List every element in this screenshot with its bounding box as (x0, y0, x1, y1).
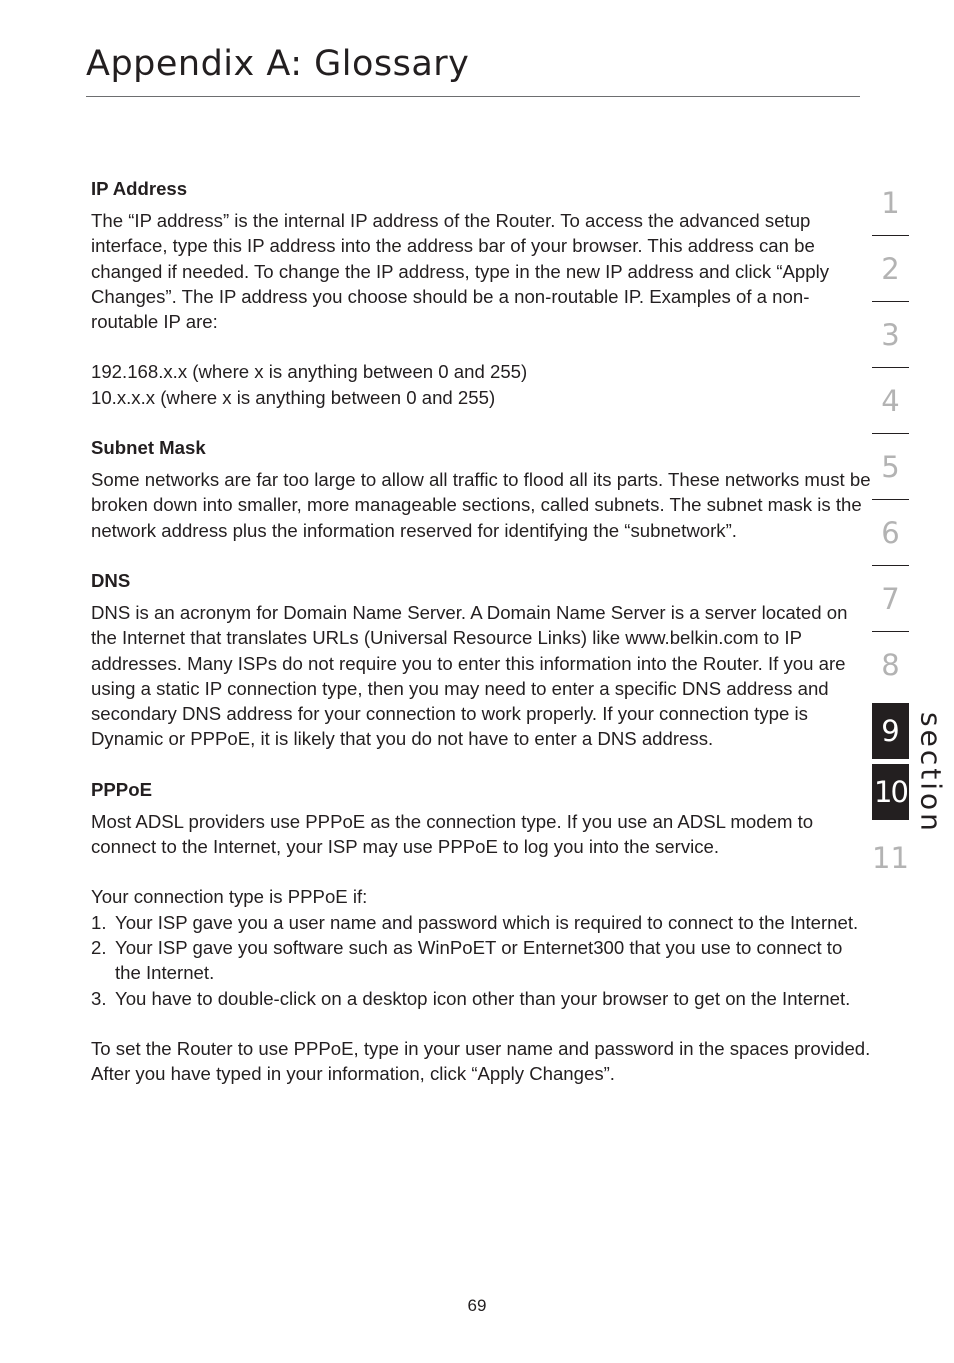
glossary-content (91, 176, 871, 1086)
ip-example-1: 192.168.x.x (where x is anything between 0 and 255) (91, 361, 528, 383)
list-item-text: Your ISP gave you a user name and password which is required to connect to the Internet. (115, 911, 859, 933)
term-body-ip-address: The “IP address” is the internal IP address of the Router. To access the advanced setup interface, type this IP address into the address bar of your browser. This address can be changed if needed. To change the IP address, type in the new IP address and click “Apply Changes”. The IP address you choose should be a non-routable IP. Examples of a non-routable IP are: (91, 210, 830, 333)
list-item-number: 1. (91, 911, 107, 933)
section-tab-8[interactable]: 8 (881, 648, 900, 682)
term-body-dns: DNS is an acronym for Domain Name Server. A Domain Name Server is a server located on the Internet that translates URLs (Universal Resource Links) like www.belkin.com to IP addresses. Many ISPs do not require you to enter this information into the Router. If you are using a static IP connection type, then you may need to enter a specific DNS address and secondary DNS address for your connection to work properly. If your connection type is Dynamic or PPPoE, it is likely that you do not have to enter a DNS address. (91, 601, 848, 750)
section-tab-4[interactable]: 4 (872, 368, 909, 434)
section-tab-7[interactable]: 7 (872, 566, 909, 632)
list-item (91, 935, 871, 986)
term-heading-subnet-mask: Subnet Mask (91, 437, 206, 459)
ip-example-2: 10.x.x.x (where x is anything between 0 and 255) (91, 386, 496, 408)
title-divider (86, 96, 860, 97)
term-heading-dns: DNS (91, 569, 131, 591)
term-body-pppoe: Most ADSL providers use PPPoE as the connection type. If you use an ADSL modem to connect to the Internet, your ISP may use PPPoE to log you into the service. (91, 810, 814, 858)
list-item (91, 986, 871, 1011)
term-heading-ip-address: IP Address (91, 178, 188, 199)
page-number: 69 (467, 1296, 487, 1315)
section-nav (872, 170, 909, 891)
section-tab-1[interactable]: 1 (872, 170, 909, 236)
list-item-number: 2. (91, 936, 107, 958)
section-label: section (914, 712, 948, 834)
pppoe-conditions-list (91, 910, 871, 1011)
pppoe-list-intro: Your connection type is PPPoE if: (91, 886, 368, 908)
term-body-subnet-mask: Some networks are far too large to allow all traffic to flood all its parts. These networks must be broken down into smaller, more manageable sections, called subnets. The subnet mask is the network address plus the information reserved for identifying the “subnetwork”. (91, 469, 871, 541)
page-title: Appendix A: Glossary (86, 44, 470, 84)
section-tab-2[interactable]: 2 (872, 236, 909, 302)
list-item-text: Your ISP gave you software such as WinPoET or Enternet300 that you use to connect to the Internet. (115, 936, 843, 984)
section-tab-5[interactable]: 5 (872, 434, 909, 500)
term-heading-pppoe: PPPoE (91, 778, 152, 800)
list-item-text: You have to double-click on a desktop icon other than your browser to get on the Internet. (115, 987, 851, 1009)
list-item (91, 910, 871, 935)
pppoe-closing-text: To set the Router to use PPPoE, type in your user name and password in the spaces provided. After you have typed in your information, click “Apply Changes”. (91, 1037, 871, 1085)
section-tab-9-active[interactable]: 9 (872, 703, 909, 759)
section-tab-11[interactable]: 11 (872, 841, 909, 875)
section-tab-6[interactable]: 6 (872, 500, 909, 566)
section-tab-3[interactable]: 3 (872, 302, 909, 368)
section-tab-10-active[interactable]: 10 (872, 764, 909, 820)
list-item-number: 3. (91, 987, 107, 1009)
